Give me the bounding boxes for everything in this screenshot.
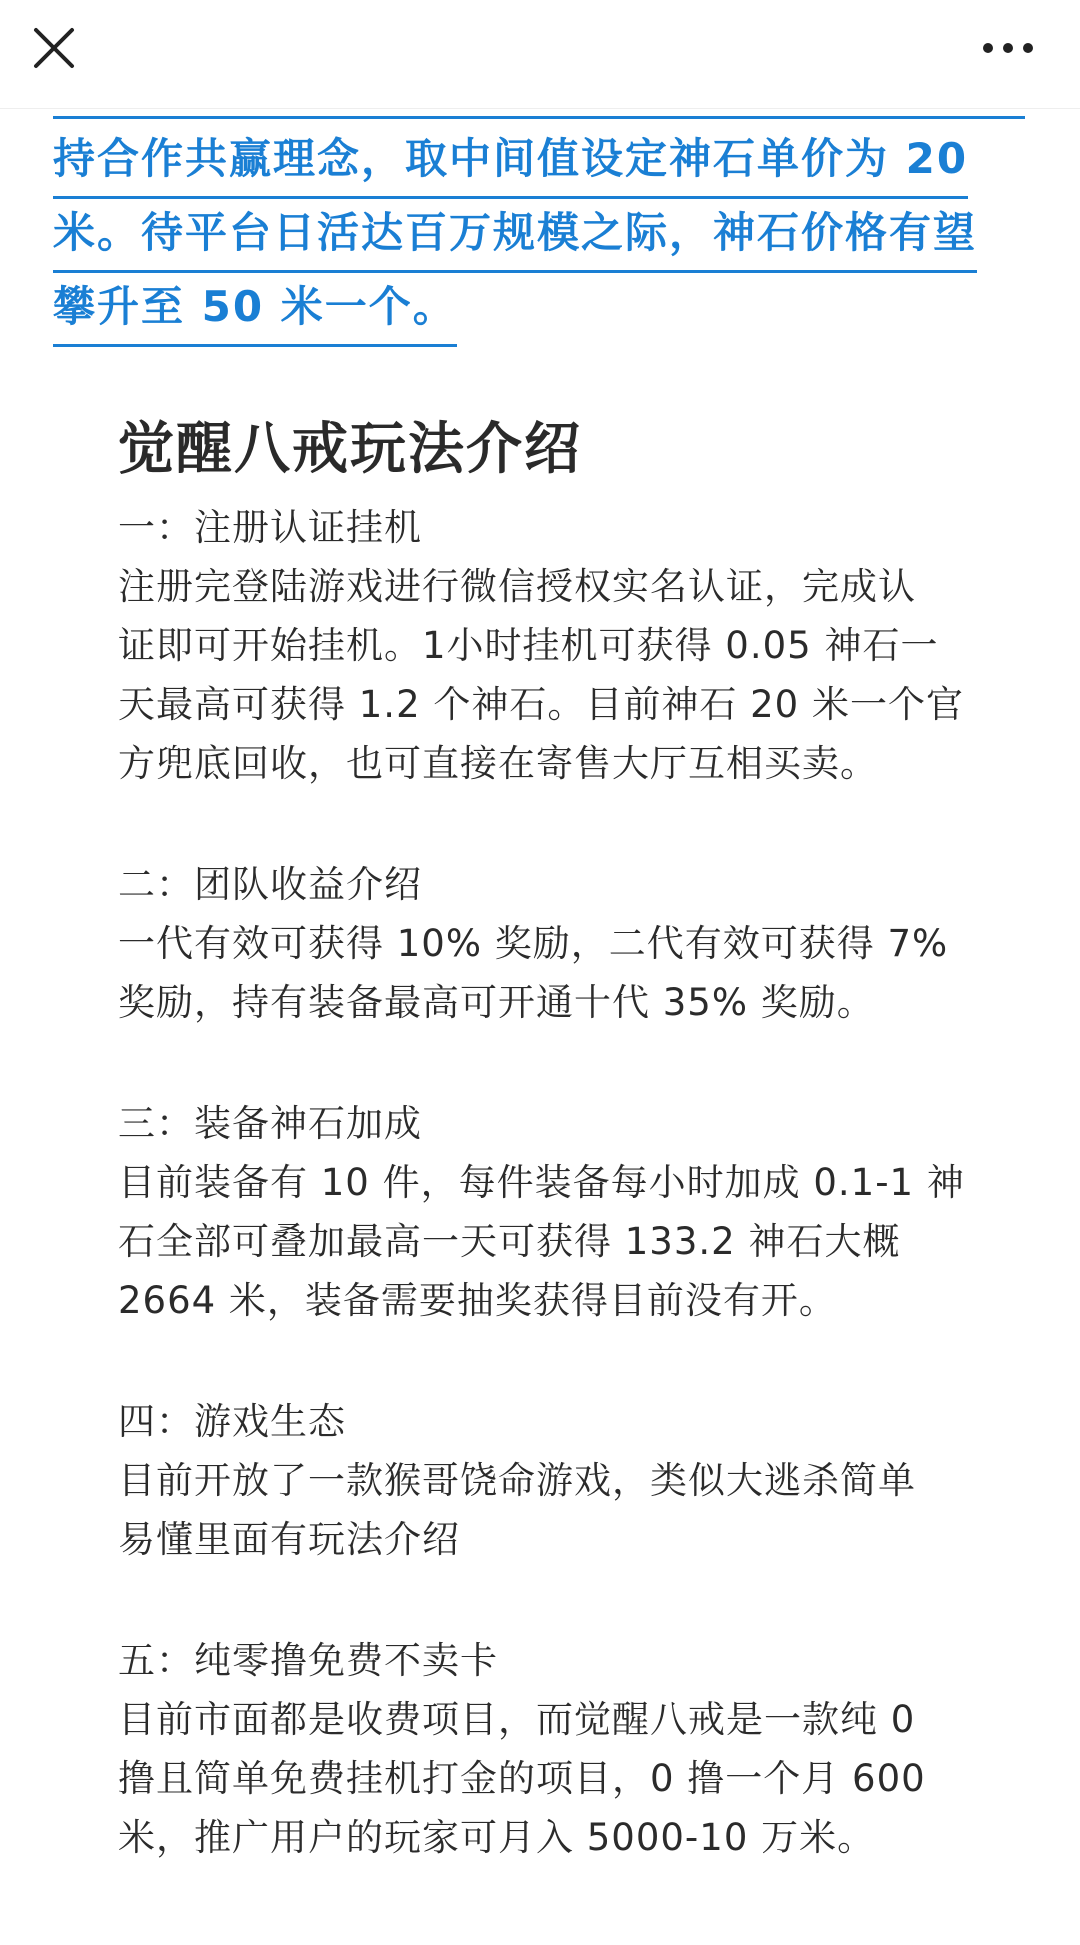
section-heading: 三：装备神石加成 [118,1102,422,1145]
section-heading: 一：注册认证挂机 [118,506,422,549]
section-text: 目前装备有 10 件，每件装备每小时加成 0.1-1 神 [118,1161,965,1204]
section-heading: 四：游戏生态 [118,1400,346,1443]
section-text: 奖励，持有装备最高可开通十代 35% 奖励。 [118,981,875,1024]
close-button[interactable] [28,22,80,74]
section-equipment-bonus [118,1094,1018,1330]
close-icon [28,22,80,74]
section-text: 米，推广用户的玩家可月入 5000-10 万米。 [118,1816,876,1859]
section-text: 注册完登陆游戏进行微信授权实名认证，完成认 [118,565,916,608]
article-title: 觉醒八戒玩法介绍 [118,417,582,482]
section-text: 方兜底回收，也可直接在寄售大厅互相买卖。 [118,742,878,785]
section-text: 目前开放了一款猴哥饶命游戏，类似大逃杀简单 [118,1459,916,1502]
section-game-ecology [118,1392,1018,1569]
section-text: 天最高可获得 1.2 个神石。目前神石 20 米一个官 [118,683,964,726]
highlight-line: 米。待平台日活达百万规模之际，神石价格有望 [53,196,977,273]
section-register [118,498,1018,793]
section-text: 撸且简单免费挂机打金的项目，0 撸一个月 600 [118,1757,926,1800]
article-body [118,410,1018,1929]
section-text: 石全部可叠加最高一天可获得 133.2 神石大概 [118,1220,901,1263]
section-heading: 二：团队收益介绍 [118,863,422,906]
highlight-line: 攀升至 50 米一个。 [53,270,457,347]
section-heading: 五：纯零撸免费不卖卡 [118,1639,498,1682]
section-text: 目前市面都是收费项目，而觉醒八戒是一款纯 0 [118,1698,916,1741]
highlight-line: 持合作共赢理念，取中间值设定神石单价为 20 [53,122,968,199]
section-text: 2664 米，装备需要抽奖获得目前没有开。 [118,1279,837,1322]
section-text: 易懂里面有玩法介绍 [118,1518,460,1561]
top-bar [0,0,1080,109]
more-options-button[interactable] [976,26,1040,70]
section-text: 一代有效可获得 10% 奖励，二代有效可获得 7% [118,922,949,965]
section-free-mining [118,1631,1018,1867]
highlight-top-rule [53,116,1025,119]
more-horizontal-icon [976,26,1040,70]
section-team-income [118,855,1018,1032]
section-text: 证即可开始挂机。1小时挂机可获得 0.05 神石一 [118,624,939,667]
